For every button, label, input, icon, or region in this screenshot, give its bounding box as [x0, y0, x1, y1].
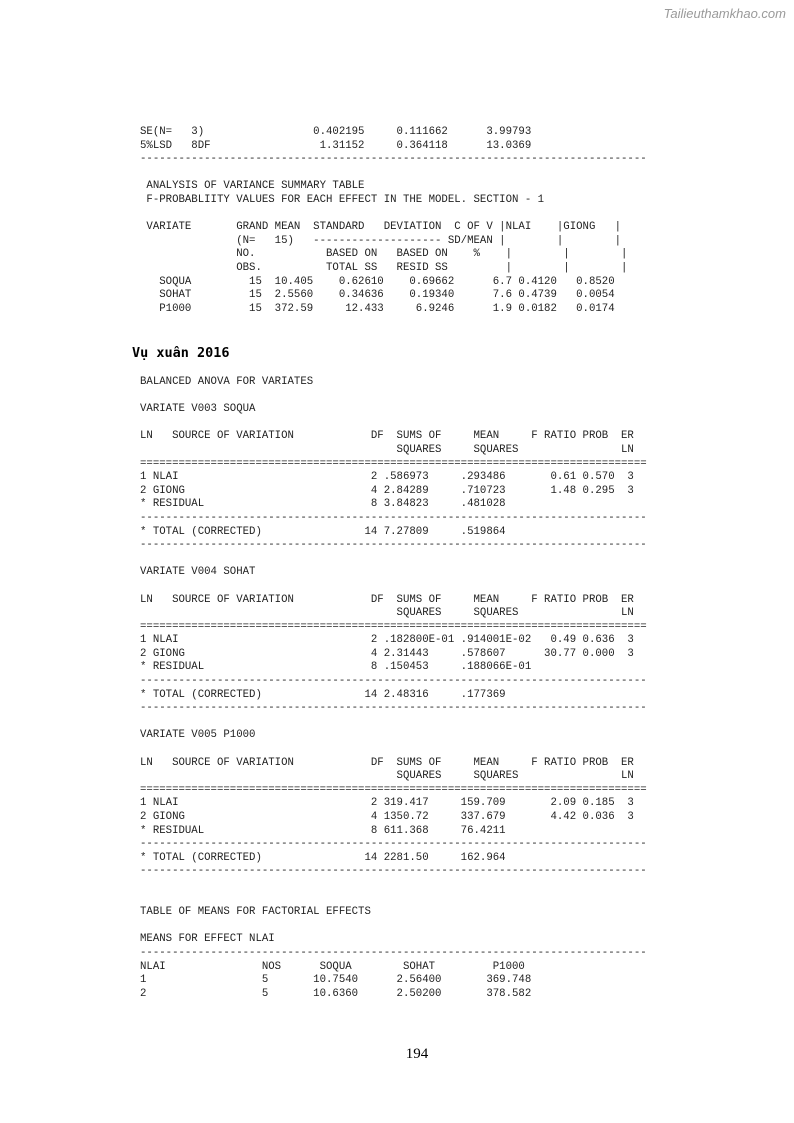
anova-line: -------------------------------------------------------------------------------: [140, 946, 647, 959]
anova-line: 1 NLAI 2 319.417 159.709 2.09 0.185 3: [140, 797, 634, 810]
section-heading: Vụ xuân 2016: [132, 345, 230, 361]
summary-line: [140, 208, 647, 222]
summary-line: [140, 167, 647, 181]
anova-line: [140, 743, 647, 757]
summary-line: P1000 15 372.59 12.433 6.9246 1.9 0.0182 0.0174: [140, 302, 615, 315]
page-number: 194: [405, 1046, 429, 1062]
anova-line: ===============================================================================: [140, 783, 647, 796]
anova-line: * RESIDUAL 8 3.84823 .481028: [140, 498, 506, 511]
anova-line: 1 NLAI 2 .182800E-01 .914001E-02 0.49 0.636 3: [140, 634, 634, 647]
summary-line: 5%LSD 8DF 1.31152 0.364118 13.0369: [140, 139, 532, 152]
anova-line: -------------------------------------------------------------------------------: [140, 675, 647, 688]
summary-line: SE(N= 3) 0.402195 0.111662 3.99793: [140, 126, 532, 138]
anova-line: LN SOURCE OF VARIATION DF SUMS OF MEAN F RATIO PROB ER: [140, 756, 634, 769]
anova-line: VARIATE V004 SOHAT: [140, 566, 256, 579]
anova-line: VARIATE V005 P1000: [140, 729, 256, 742]
anova-line: -------------------------------------------------------------------------------: [140, 539, 647, 552]
anova-line: * TOTAL (CORRECTED) 14 7.27809 .519864: [140, 525, 506, 538]
summary-line: (N= 15) -------------------- SD/MEAN | | |: [140, 234, 622, 247]
anova-line: [140, 716, 647, 730]
anova-line: BALANCED ANOVA FOR VARIATES: [140, 376, 314, 388]
anova-line: [140, 879, 647, 893]
anova-line: * TOTAL (CORRECTED) 14 2.48316 .177369: [140, 688, 506, 701]
summary-line: SOHAT 15 2.5560 0.34636 0.19340 7.6 0.4739 0.0054: [140, 289, 615, 302]
anova-line: NLAI NOS SOQUA SOHAT P1000: [140, 960, 525, 973]
anova-line: * RESIDUAL 8 611.368 76.4211: [140, 824, 506, 837]
anova-line: -------------------------------------------------------------------------------: [140, 702, 647, 715]
anova-line: -------------------------------------------------------------------------------: [140, 838, 647, 851]
anova-line: SQUARES SQUARES LN: [140, 770, 634, 783]
anova-line: 2 GIONG 4 2.31443 .578607 30.77 0.000 3: [140, 647, 634, 660]
anova-line: * TOTAL (CORRECTED) 14 2281.50 162.964: [140, 851, 506, 864]
summary-line: F-PROBABLIITY VALUES FOR EACH EFFECT IN THE MODEL. SECTION - 1: [140, 193, 545, 206]
anova-line: [140, 920, 647, 934]
anova-line: [140, 390, 647, 404]
watermark-text: Tailieuthamkhao.com: [663, 6, 786, 21]
summary-line: ANALYSIS OF VARIANCE SUMMARY TABLE: [140, 180, 365, 193]
anova-line: VARIATE V003 SOQUA: [140, 403, 256, 416]
anova-line: -------------------------------------------------------------------------------: [140, 511, 647, 524]
anova-line: LN SOURCE OF VARIATION DF SUMS OF MEAN F RATIO PROB ER: [140, 593, 634, 606]
anova-line: SQUARES SQUARES LN: [140, 443, 634, 456]
anova-line: 2 GIONG 4 2.84289 .710723 1.48 0.295 3: [140, 484, 634, 497]
anova-line: [140, 893, 647, 907]
anova-line: * RESIDUAL 8 .150453 .188066E-01: [140, 661, 532, 674]
summary-line: -------------------------------------------------------------------------------: [140, 153, 647, 166]
anova-line: -------------------------------------------------------------------------------: [140, 865, 647, 878]
anova-line: 2 5 10.6360 2.50200 378.582: [140, 987, 532, 1000]
anova-line: 2 GIONG 4 1350.72 337.679 4.42 0.036 3: [140, 811, 634, 823]
summary-line: NO. BASED ON BASED ON % | | |: [140, 248, 628, 261]
summary-line: OBS. TOTAL SS RESID SS | | |: [140, 261, 628, 274]
anova-line: 1 5 10.7540 2.56400 369.748: [140, 974, 532, 987]
anova-line: MEANS FOR EFFECT NLAI: [140, 933, 275, 946]
anova-line: TABLE OF MEANS FOR FACTORIAL EFFECTS: [140, 906, 371, 919]
anova-line: 1 NLAI 2 .586973 .293486 0.61 0.570 3: [140, 471, 634, 484]
summary-line: VARIATE GRAND MEAN STANDARD DEVIATION C OF V |NLAI |GIONG |: [140, 221, 622, 234]
balanced-anova-block: [140, 376, 647, 1001]
anova-line: [140, 580, 647, 594]
anova-line: [140, 553, 647, 567]
anova-summary-block: [140, 126, 647, 316]
anova-line: LN SOURCE OF VARIATION DF SUMS OF MEAN F RATIO PROB ER: [140, 430, 634, 443]
anova-line: [140, 417, 647, 431]
summary-line: SOQUA 15 10.405 0.62610 0.69662 6.7 0.4120 0.8520: [140, 275, 615, 288]
anova-line: ===============================================================================: [140, 457, 647, 470]
anova-line: ===============================================================================: [140, 620, 647, 633]
anova-line: SQUARES SQUARES LN: [140, 607, 634, 620]
